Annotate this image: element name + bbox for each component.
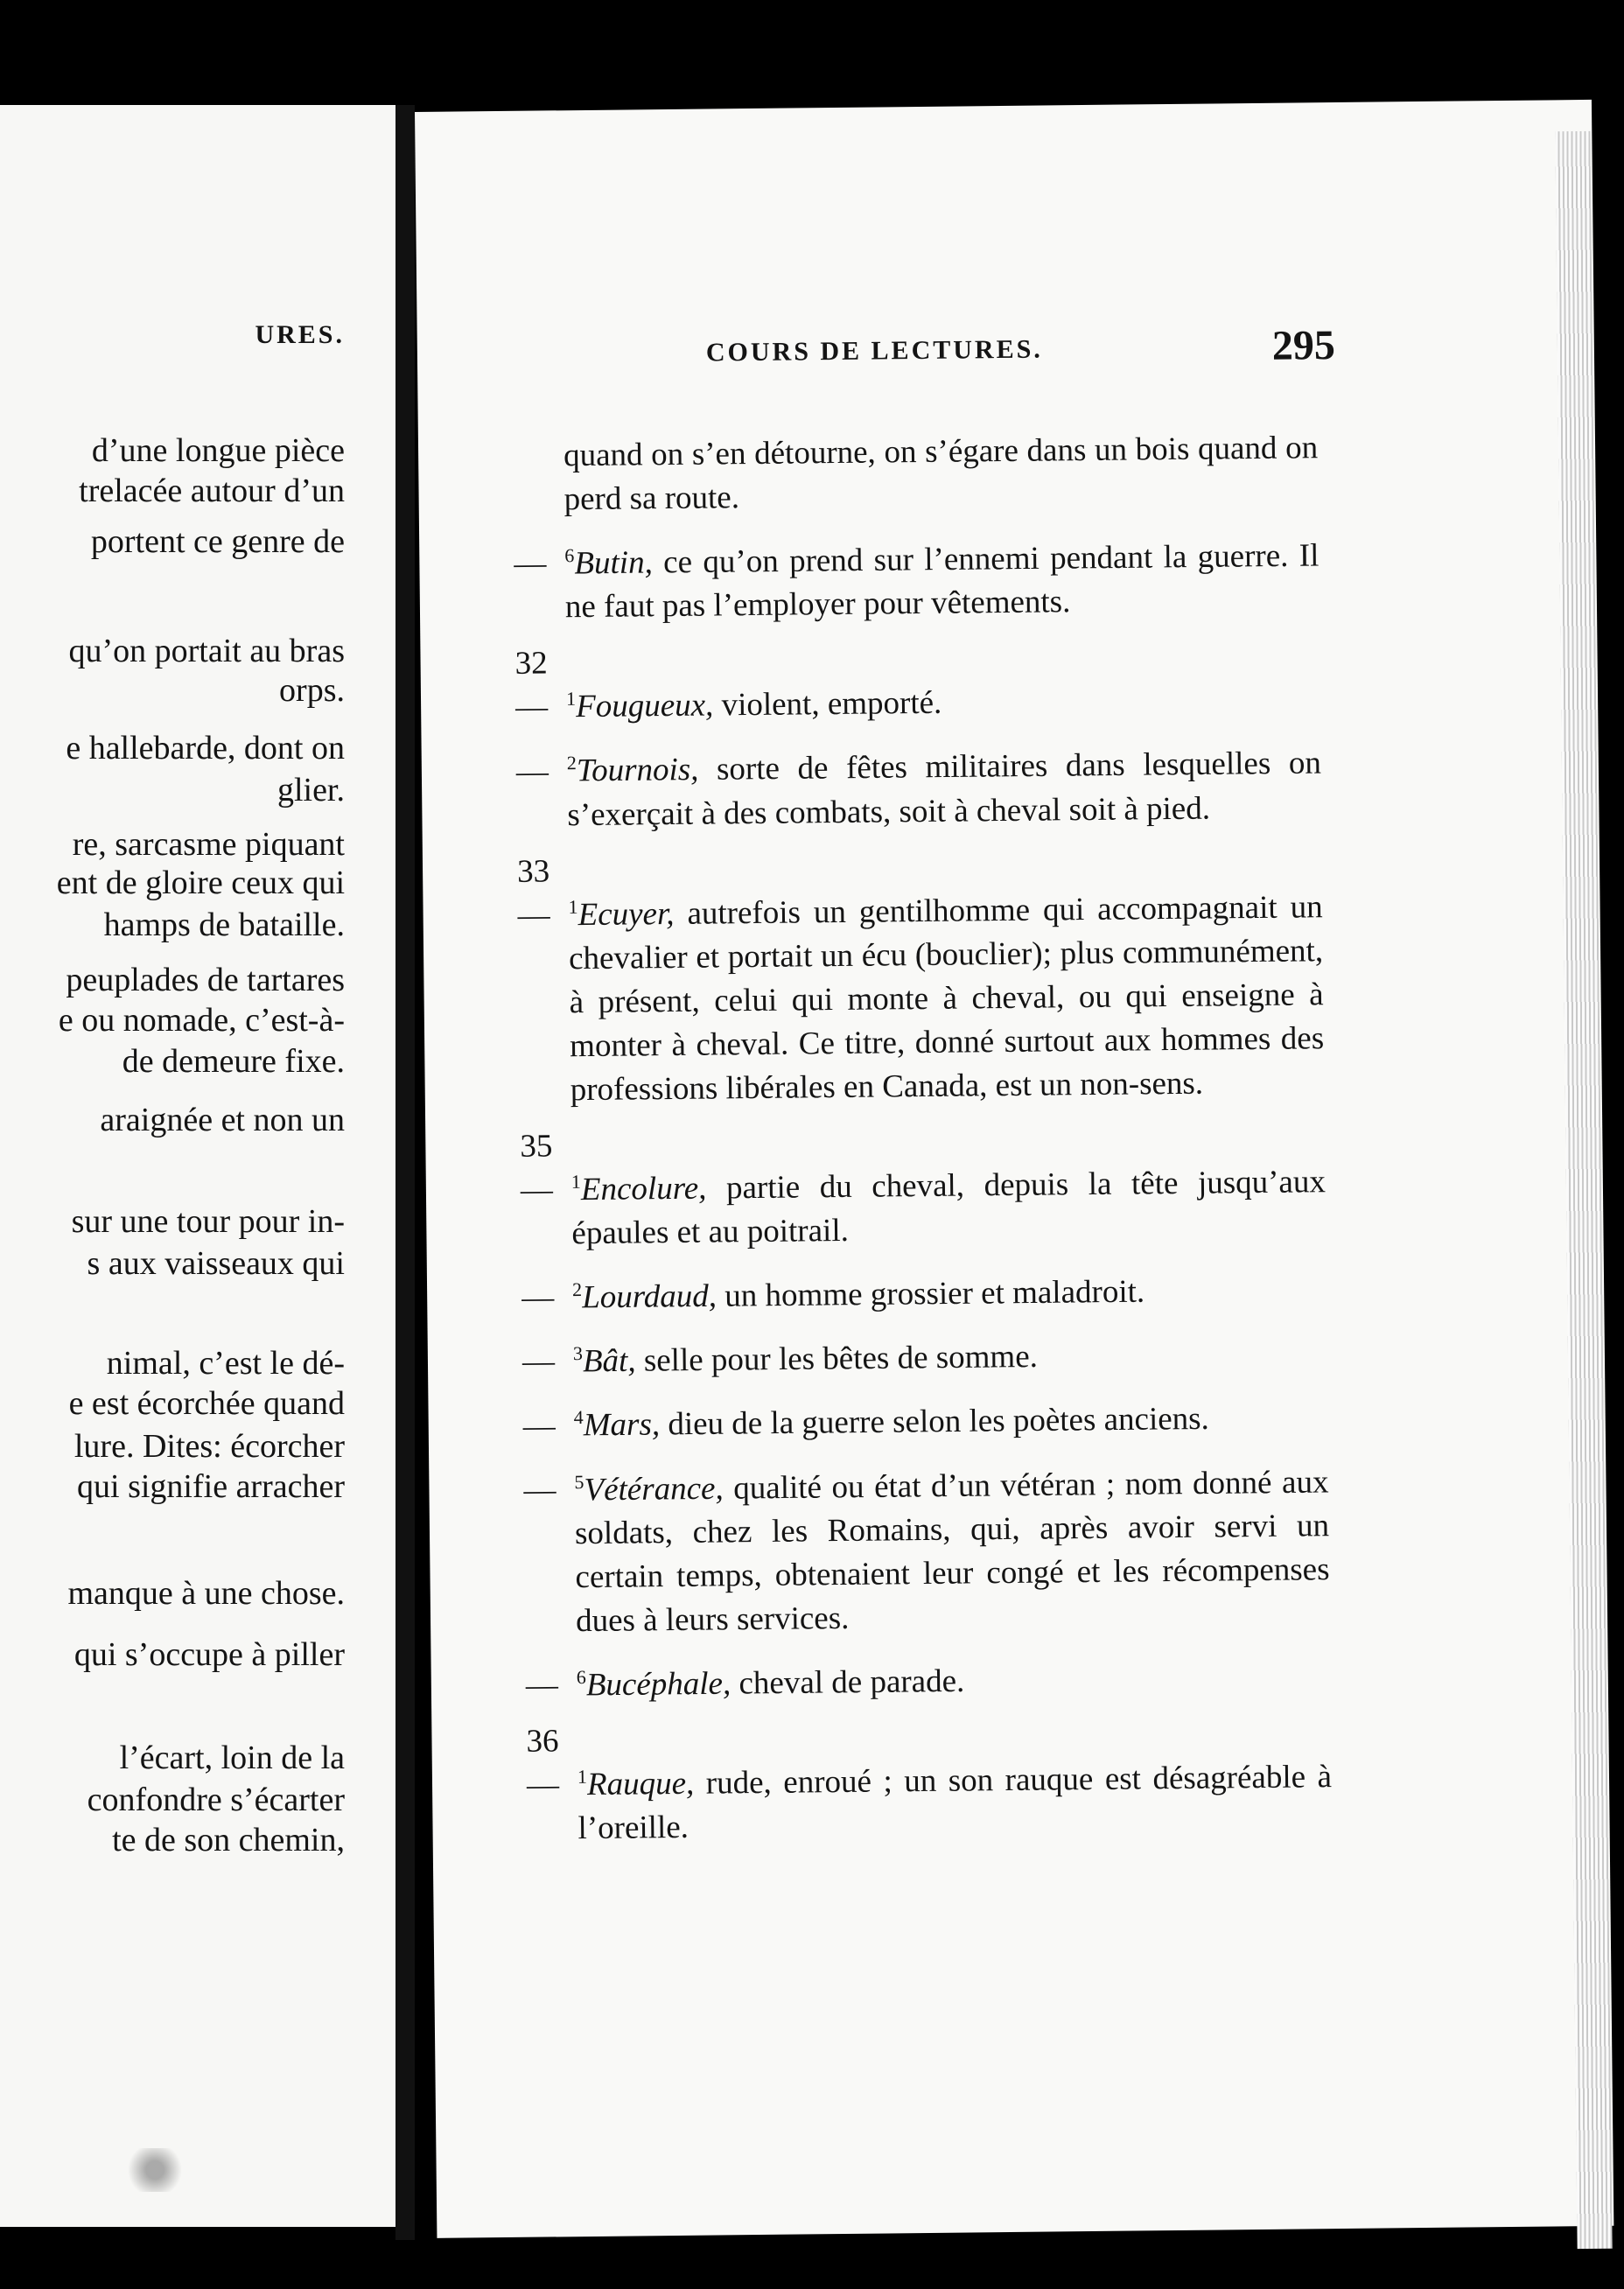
- gloss-term: Mars,: [583, 1406, 661, 1444]
- gloss-entry: [516, 734, 1322, 838]
- left-page-line: portent ce genre de: [90, 523, 345, 560]
- gloss-definition: cheval de parade.: [731, 1662, 965, 1702]
- left-page-line: qui signifie arracher: [77, 1468, 345, 1505]
- right-page: [415, 100, 1614, 2238]
- entry-number: —: [515, 753, 550, 790]
- running-head: COURS DE LECTURES.: [705, 334, 1043, 368]
- gloss-definition: qualité ou état d’un vétéran ; nom donné aux soldats, chez les Romains, qui, après avoir servi un certain temps, obtenaient leur congé et les récompenses dues à leurs services.: [574, 1464, 1330, 1640]
- footnote-mark: 1: [568, 895, 578, 918]
- gloss-term: Ecuyer,: [578, 895, 675, 933]
- footnote-mark: 1: [565, 688, 577, 710]
- footnote-mark: 5: [574, 1470, 584, 1493]
- left-page-line: trelacée autour d’un: [79, 472, 345, 509]
- left-page-line: d’une longue pièce: [91, 432, 345, 469]
- gloss-entry: [522, 1388, 1328, 1448]
- page-number: 295: [1271, 322, 1336, 369]
- entry-number: —: [521, 1279, 555, 1316]
- gloss-term: Butin,: [574, 544, 654, 582]
- gloss-entry: [523, 1452, 1330, 1644]
- gloss-definition: un homme grossier et maladroit.: [716, 1273, 1145, 1314]
- gloss-entry: [514, 634, 1320, 731]
- left-page-line: s aux vaisseaux qui: [87, 1245, 345, 1282]
- entry-number: —: [525, 1667, 559, 1704]
- paper-stain: [116, 2148, 194, 2192]
- entry-number: 36—: [526, 1723, 560, 1804]
- left-running-head: URES.: [255, 320, 345, 349]
- entry-number: 33—: [516, 853, 550, 934]
- footnote-mark: 1: [577, 1766, 588, 1788]
- gloss-entry: [522, 1324, 1328, 1384]
- gloss-definition: quand on s’en détourne, on s’égare dans un bois quand on perd sa route.: [563, 430, 1319, 518]
- gloss-entry: [522, 1260, 1327, 1320]
- gloss-term: Fougueux,: [575, 687, 714, 725]
- entry-number: 35—: [520, 1128, 554, 1208]
- left-page-line: hamps de bataille.: [103, 906, 345, 943]
- book-gutter: [396, 105, 415, 2240]
- gloss-definition: autrefois un gentilhomme qui accompagnait un chevalier et portait un écu (bouclier); plus communément, à présent, celui qui monte à cheval, ou qui enseigne à monter à cheval. Ce titre, donné surtout aux hommes des professions libérales en Canada, est un non-sens.: [568, 888, 1325, 1108]
- footnote-mark: 2: [566, 752, 577, 774]
- left-page-line: peuplades de tartares: [66, 962, 345, 998]
- left-page-line: glier.: [276, 772, 345, 808]
- gloss-definition: violent, emporté.: [713, 685, 942, 724]
- left-page: [0, 105, 396, 2227]
- gloss-entry: [525, 1648, 1331, 1708]
- left-page-line: sur une tour pour in-: [71, 1203, 345, 1240]
- gloss-term: Bât,: [582, 1342, 636, 1380]
- gloss-definition: partie du cheval, depuis la tête jusqu’aux épaules et au poitrail.: [571, 1163, 1326, 1251]
- left-page-line: e est écorchée quand: [68, 1385, 345, 1422]
- entry-number: —: [514, 545, 547, 583]
- gloss-entry: [514, 526, 1320, 630]
- entry-number: —: [522, 1343, 556, 1381]
- entry-number: —: [522, 1408, 556, 1445]
- gloss-term: Lourdaud,: [581, 1278, 718, 1316]
- footnote-mark: 3: [572, 1342, 583, 1365]
- gloss-term: Rauque,: [586, 1766, 695, 1803]
- gloss-definition: sorte de fêtes militaires dans lesquelles on s’exerçait à des combats, soit à cheval soit à pied.: [567, 745, 1322, 833]
- gloss-entry: [513, 426, 1319, 522]
- gloss-term: Bucéphale,: [585, 1665, 732, 1704]
- gloss-term: Encolure,: [580, 1170, 707, 1208]
- page-body: [513, 426, 1333, 1864]
- footnote-mark: 4: [573, 1406, 584, 1429]
- left-page-line: te de son chemin,: [112, 1822, 345, 1858]
- footnote-mark: 1: [570, 1170, 581, 1193]
- gloss-entry: [526, 1712, 1333, 1852]
- gloss-term: Vétérance,: [584, 1470, 724, 1508]
- left-page-line: l’écart, loin de la: [119, 1740, 345, 1776]
- left-page-line: de demeure fixe.: [122, 1043, 345, 1080]
- left-page-line: e hallebarde, dont on: [66, 730, 345, 766]
- entry-number: 32—: [514, 645, 549, 726]
- left-page-line: lure. Dites: écorcher: [74, 1428, 345, 1465]
- left-page-line: e ou nomade, c’est-à-: [58, 1002, 345, 1039]
- footnote-mark: 6: [564, 544, 575, 567]
- gloss-definition: selle pour les bêtes de somme.: [635, 1338, 1039, 1379]
- left-page-line: qui s’occupe à piller: [74, 1636, 345, 1673]
- left-page-line: araignée et non un: [100, 1102, 345, 1138]
- left-page-line: orps.: [279, 672, 345, 709]
- gloss-entry: [517, 842, 1325, 1113]
- left-page-line: manque à une chose.: [67, 1575, 345, 1612]
- left-page-line: qu’on portait au bras: [68, 633, 345, 669]
- gloss-definition: rude, enroué ; un son rauque est désagréable à l’oreille.: [578, 1759, 1333, 1847]
- entry-number: —: [523, 1472, 556, 1508]
- footnote-mark: 2: [571, 1278, 583, 1300]
- gloss-entry: [520, 1116, 1326, 1256]
- gloss-definition: ce qu’on prend sur l’ennemi pendant la guerre. Il ne faut pas l’employer pour vêtements.: [564, 537, 1320, 626]
- gloss-definition: dieu de la guerre selon les poètes anciens.: [659, 1401, 1210, 1443]
- left-page-line: re, sarcasme piquant: [72, 826, 345, 863]
- left-page-line: nimal, c’est le dé-: [106, 1345, 345, 1382]
- gloss-term: Tournois,: [576, 752, 699, 789]
- left-page-line: ent de gloire ceux qui: [56, 864, 345, 901]
- footnote-mark: 6: [576, 1666, 586, 1689]
- left-page-line: confondre s’écarter: [87, 1782, 345, 1818]
